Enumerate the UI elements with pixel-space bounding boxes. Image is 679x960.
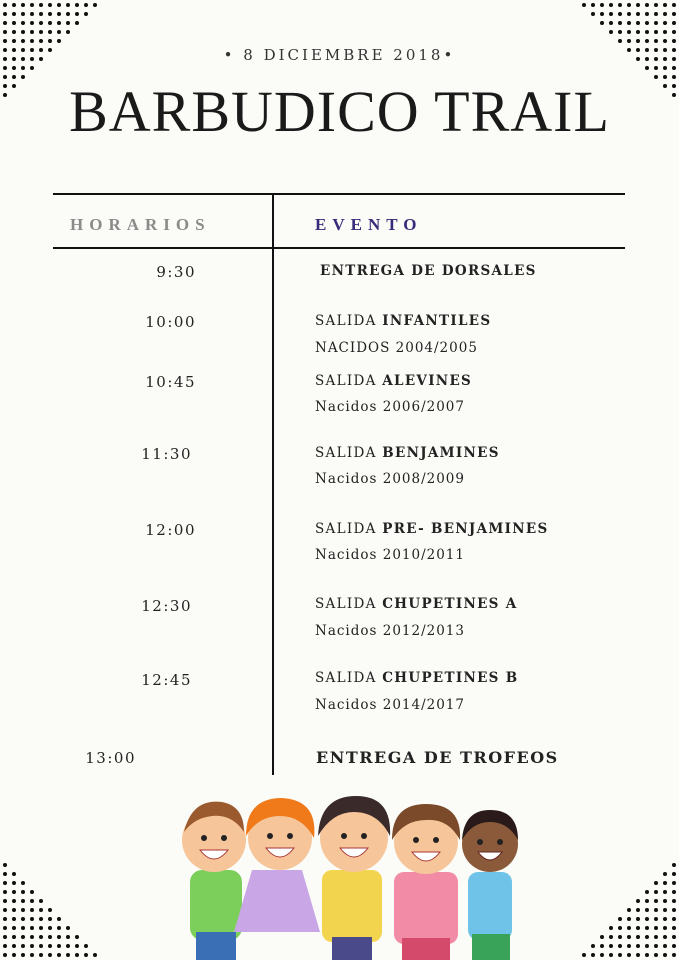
row-event: SALIDA CHUPETINES A <box>315 596 518 612</box>
table-header-rule <box>53 247 625 249</box>
row-event: ENTREGA DE DORSALES <box>320 263 537 279</box>
bullet-left-icon: • <box>223 46 236 64</box>
page-title: BARBUDICO TRAIL <box>69 79 610 144</box>
row-time: 12:00 <box>145 521 196 539</box>
row-time: 13:00 <box>85 749 136 767</box>
column-header-event: EVENTO <box>315 215 423 234</box>
date-text: 8 DICIEMBRE 2018 <box>243 46 444 64</box>
row-time: 12:30 <box>141 597 192 615</box>
row-event-subtitle: Nacidos 2008/2009 <box>315 471 465 487</box>
row-event: SALIDA ALEVINES <box>315 373 473 389</box>
row-event: ENTREGA DE TROFEOS <box>316 748 559 767</box>
row-time: 9:30 <box>156 263 196 281</box>
row-event-subtitle: Nacidos 2014/2017 <box>315 697 465 713</box>
row-time: 10:45 <box>145 373 196 391</box>
row-event: SALIDA CHUPETINES B <box>315 670 519 686</box>
row-event-subtitle: NACIDOS 2004/2005 <box>315 340 478 356</box>
column-header-time: HORARIOS <box>70 215 211 234</box>
dots-bottom-right-icon <box>569 850 679 960</box>
row-event-subtitle: Nacidos 2006/2007 <box>315 399 465 415</box>
row-event-subtitle: Nacidos 2012/2013 <box>315 623 465 639</box>
row-event: SALIDA PRE- BENJAMINES <box>315 521 549 537</box>
row-event: SALIDA INFANTILES <box>315 313 492 329</box>
row-event-subtitle: Nacidos 2010/2011 <box>315 547 465 563</box>
bullet-right-icon: • <box>443 46 456 64</box>
row-event: SALIDA BENJAMINES <box>315 445 500 461</box>
event-date <box>0 46 679 64</box>
table-column-divider <box>272 195 274 775</box>
row-time: 10:00 <box>145 313 196 331</box>
row-time: 11:30 <box>141 445 192 463</box>
happy-kids-illustration-icon <box>182 792 518 960</box>
table-top-rule <box>53 193 625 195</box>
row-time: 12:45 <box>141 671 192 689</box>
dots-bottom-left-icon <box>0 850 110 960</box>
